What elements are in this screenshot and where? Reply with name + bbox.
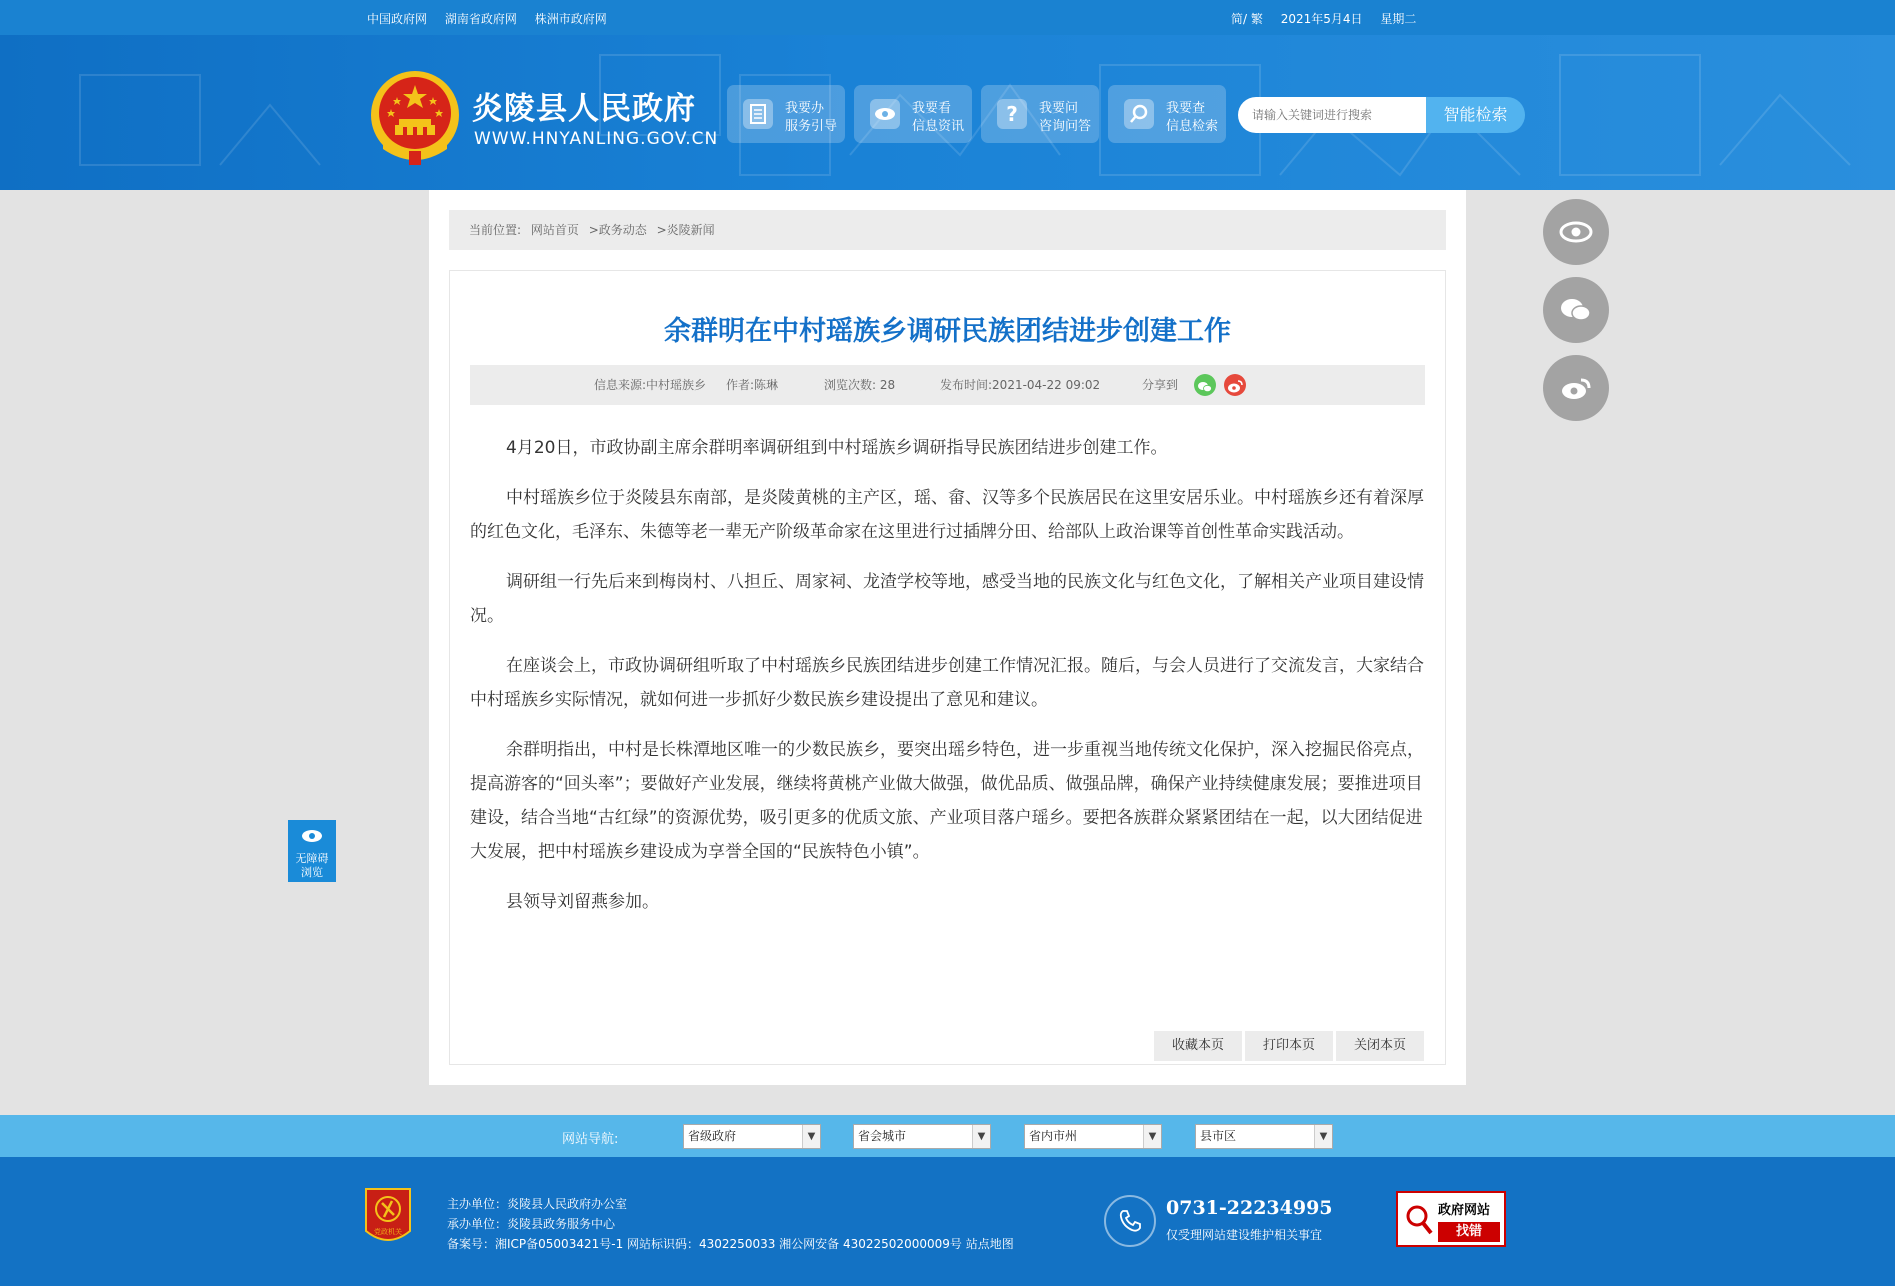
question-icon: ? [997, 99, 1027, 129]
eye-icon [1559, 221, 1593, 243]
meta-author: 作者:陈琳 [726, 378, 779, 392]
site-nav-label: 网站导航: [562, 1132, 619, 1147]
badge-title: 政府网站 [1438, 1203, 1491, 1218]
top-right [1231, 10, 1430, 27]
footer-host: 主办单位：炎陵县人民政府办公室 [447, 1197, 628, 1211]
wechat-share-icon[interactable] [1194, 374, 1216, 396]
meta-views: 浏览次数: 28 [824, 378, 896, 392]
top-bar [0, 0, 1895, 35]
nav-qa-button[interactable] [981, 85, 1099, 143]
select-value: 省级政府 [688, 1129, 737, 1143]
accessibility-label-sub: 浏览 [301, 866, 323, 879]
link-central-gov[interactable]: 中国政府网 [367, 12, 428, 26]
footer-info [447, 1194, 1014, 1254]
accessibility-label: 无障碍 [295, 852, 329, 865]
meta-share-label: 分享到 [1142, 378, 1179, 392]
national-emblem-logo [367, 67, 463, 167]
breadcrumb-policy[interactable]: >政务动态 [588, 223, 647, 237]
chevron-down-icon: ▼ [802, 1125, 820, 1148]
article-paragraph: 县领导刘留燕参加。 [506, 892, 659, 912]
eye-icon [870, 99, 900, 129]
province-gov-select[interactable] [683, 1124, 821, 1149]
site-navigation-bar [0, 1115, 1895, 1157]
header [0, 35, 1895, 190]
link-zhuzhou-gov[interactable]: 株洲市政府网 [534, 12, 607, 26]
party-government-logo[interactable] [362, 1187, 414, 1249]
document-icon [743, 99, 773, 129]
article-meta [470, 365, 1425, 405]
breadcrumb-home[interactable]: 网站首页 [530, 223, 579, 237]
site-domain: WWW.HNYANLING.GOV.CN [474, 129, 719, 149]
close-page-button[interactable]: 关闭本页 [1336, 1031, 1424, 1061]
bookmark-page-button[interactable]: 收藏本页 [1154, 1031, 1242, 1061]
meta-published: 发布时间:2021-04-22 09:02 [940, 378, 1101, 392]
article-title: 余群明在中村瑶族乡调研民族团结进步创建工作 [664, 316, 1231, 347]
accessibility-button[interactable] [288, 820, 336, 882]
chevron-down-icon: ▼ [1314, 1125, 1332, 1148]
nav-label-main: 我要问 [1039, 101, 1079, 116]
date-text: 2021年5月4日 [1280, 12, 1363, 26]
top-links [367, 10, 621, 27]
site-title: 炎陵县人民政府 [472, 91, 696, 127]
chevron-down-icon: ▼ [972, 1125, 990, 1148]
footer-organizer: 承办单位：炎陵县政务服务中心 [447, 1217, 616, 1231]
report-error-badge[interactable] [1396, 1191, 1506, 1247]
language-switch[interactable]: 简/ 繁 [1231, 12, 1263, 26]
footer [0, 1157, 1895, 1286]
nav-label-sub: 信息检索 [1166, 119, 1219, 134]
badge-action: 找错 [1438, 1222, 1500, 1242]
province-city-select[interactable] [1024, 1124, 1162, 1149]
county-district-select[interactable] [1195, 1124, 1333, 1149]
nav-label-sub: 信息资讯 [912, 119, 965, 134]
magnifier-icon [1404, 1203, 1434, 1237]
article-paragraph: 调研组一行先后来到梅岗村、八担丘、周家祠、龙渣学校等地，感受当地的民族文化与红色文化，了解相关产业项目建设情况。 [470, 572, 1424, 626]
search-input[interactable] [1238, 97, 1428, 133]
article-paragraph: 中村瑶族乡位于炎陵县东南部，是炎陵黄桃的主产区，瑶、畲、汉等多个民族居民在这里安居乐业。中村瑶族乡还有着深厚的红色文化，毛泽东、朱德等老一辈无产阶级革命家在这里进行过插牌分田、给部队上政治课等首创性革命实践活动。 [470, 488, 1424, 542]
article-paragraph: 在座谈会上，市政协调研组听取了中村瑶族乡民族团结进步创建工作情况汇报。随后，与会人员进行了交流发言，大家结合中村瑶族乡实际情况，就如何进一步抓好少数民族乡建设提出了意见和建议。 [470, 656, 1424, 710]
select-value: 县市区 [1200, 1129, 1237, 1143]
nav-label-main: 我要办 [785, 101, 825, 116]
chevron-down-icon: ▼ [1143, 1125, 1161, 1148]
float-eye-button[interactable] [1543, 199, 1609, 265]
weibo-share-icon[interactable] [1224, 374, 1246, 396]
phone-icon [1104, 1195, 1156, 1247]
contact-phone: 0731-22234995 [1166, 1197, 1333, 1219]
search-box [1238, 97, 1525, 133]
link-hunan-gov[interactable]: 湖南省政府网 [444, 12, 517, 26]
nav-label-main: 我要查 [1166, 101, 1206, 116]
article-body [470, 431, 1425, 935]
breadcrumb [449, 210, 1446, 250]
nav-info-news-button[interactable] [854, 85, 972, 143]
wechat-icon [1559, 296, 1593, 324]
float-wechat-button[interactable] [1543, 277, 1609, 343]
nav-label-sub: 服务引导 [785, 119, 838, 134]
eye-icon [301, 828, 323, 844]
search-icon [1124, 99, 1154, 129]
nav-label-main: 我要看 [912, 101, 952, 116]
article-paragraph: 4月20日，市政协副主席余群明率调研组到中村瑶族乡调研指导民族团结进步创建工作。 [506, 438, 1168, 458]
meta-source: 信息来源:中村瑶族乡 [594, 378, 707, 392]
breadcrumb-news[interactable]: >炎陵新闻 [656, 223, 715, 237]
contact-phone-note: 仅受理网站建设维护相关事宜 [1166, 1228, 1323, 1242]
select-value: 省内市州 [1029, 1129, 1078, 1143]
weekday-text: 星期二 [1380, 12, 1417, 26]
float-weibo-button[interactable] [1543, 355, 1609, 421]
logo-text: 党政机关 [374, 1228, 402, 1236]
article-paragraph: 余群明指出，中村是长株潭地区唯一的少数民族乡，要突出瑶乡特色，进一步重视当地传统文化保护，深入挖掘民俗亮点，提高游客的“回头率”；要做好产业发展，继续将黄桃产业做大做强，做优品质、做强品牌，确保产业持续健康发展；要推进项目建设，结合当地“古红绿”的资源优势，吸引更多的优质文旅、产业项目落户瑶乡。要把各族群众紧紧团结在一起，以大团结促进大发展，把中村瑶族乡建设成为享誉全国的“民族特色小镇”。 [470, 740, 1424, 862]
main-content [429, 190, 1466, 1085]
footer-record: 备案号：湘ICP备05003421号-1 网站标识码：4302250033 湘公网安备 43022502000009号 站点地图 [447, 1237, 1014, 1251]
select-value: 省会城市 [858, 1129, 907, 1143]
search-button[interactable]: 智能检索 [1426, 97, 1525, 133]
breadcrumb-label: 当前位置: [469, 223, 522, 237]
nav-label-sub: 咨询问答 [1039, 119, 1092, 134]
capital-city-select[interactable] [853, 1124, 991, 1149]
nav-service-guide-button[interactable] [727, 85, 845, 143]
weibo-icon [1559, 374, 1593, 402]
nav-info-search-button[interactable] [1108, 85, 1226, 143]
print-page-button[interactable]: 打印本页 [1245, 1031, 1333, 1061]
article [449, 270, 1446, 1065]
